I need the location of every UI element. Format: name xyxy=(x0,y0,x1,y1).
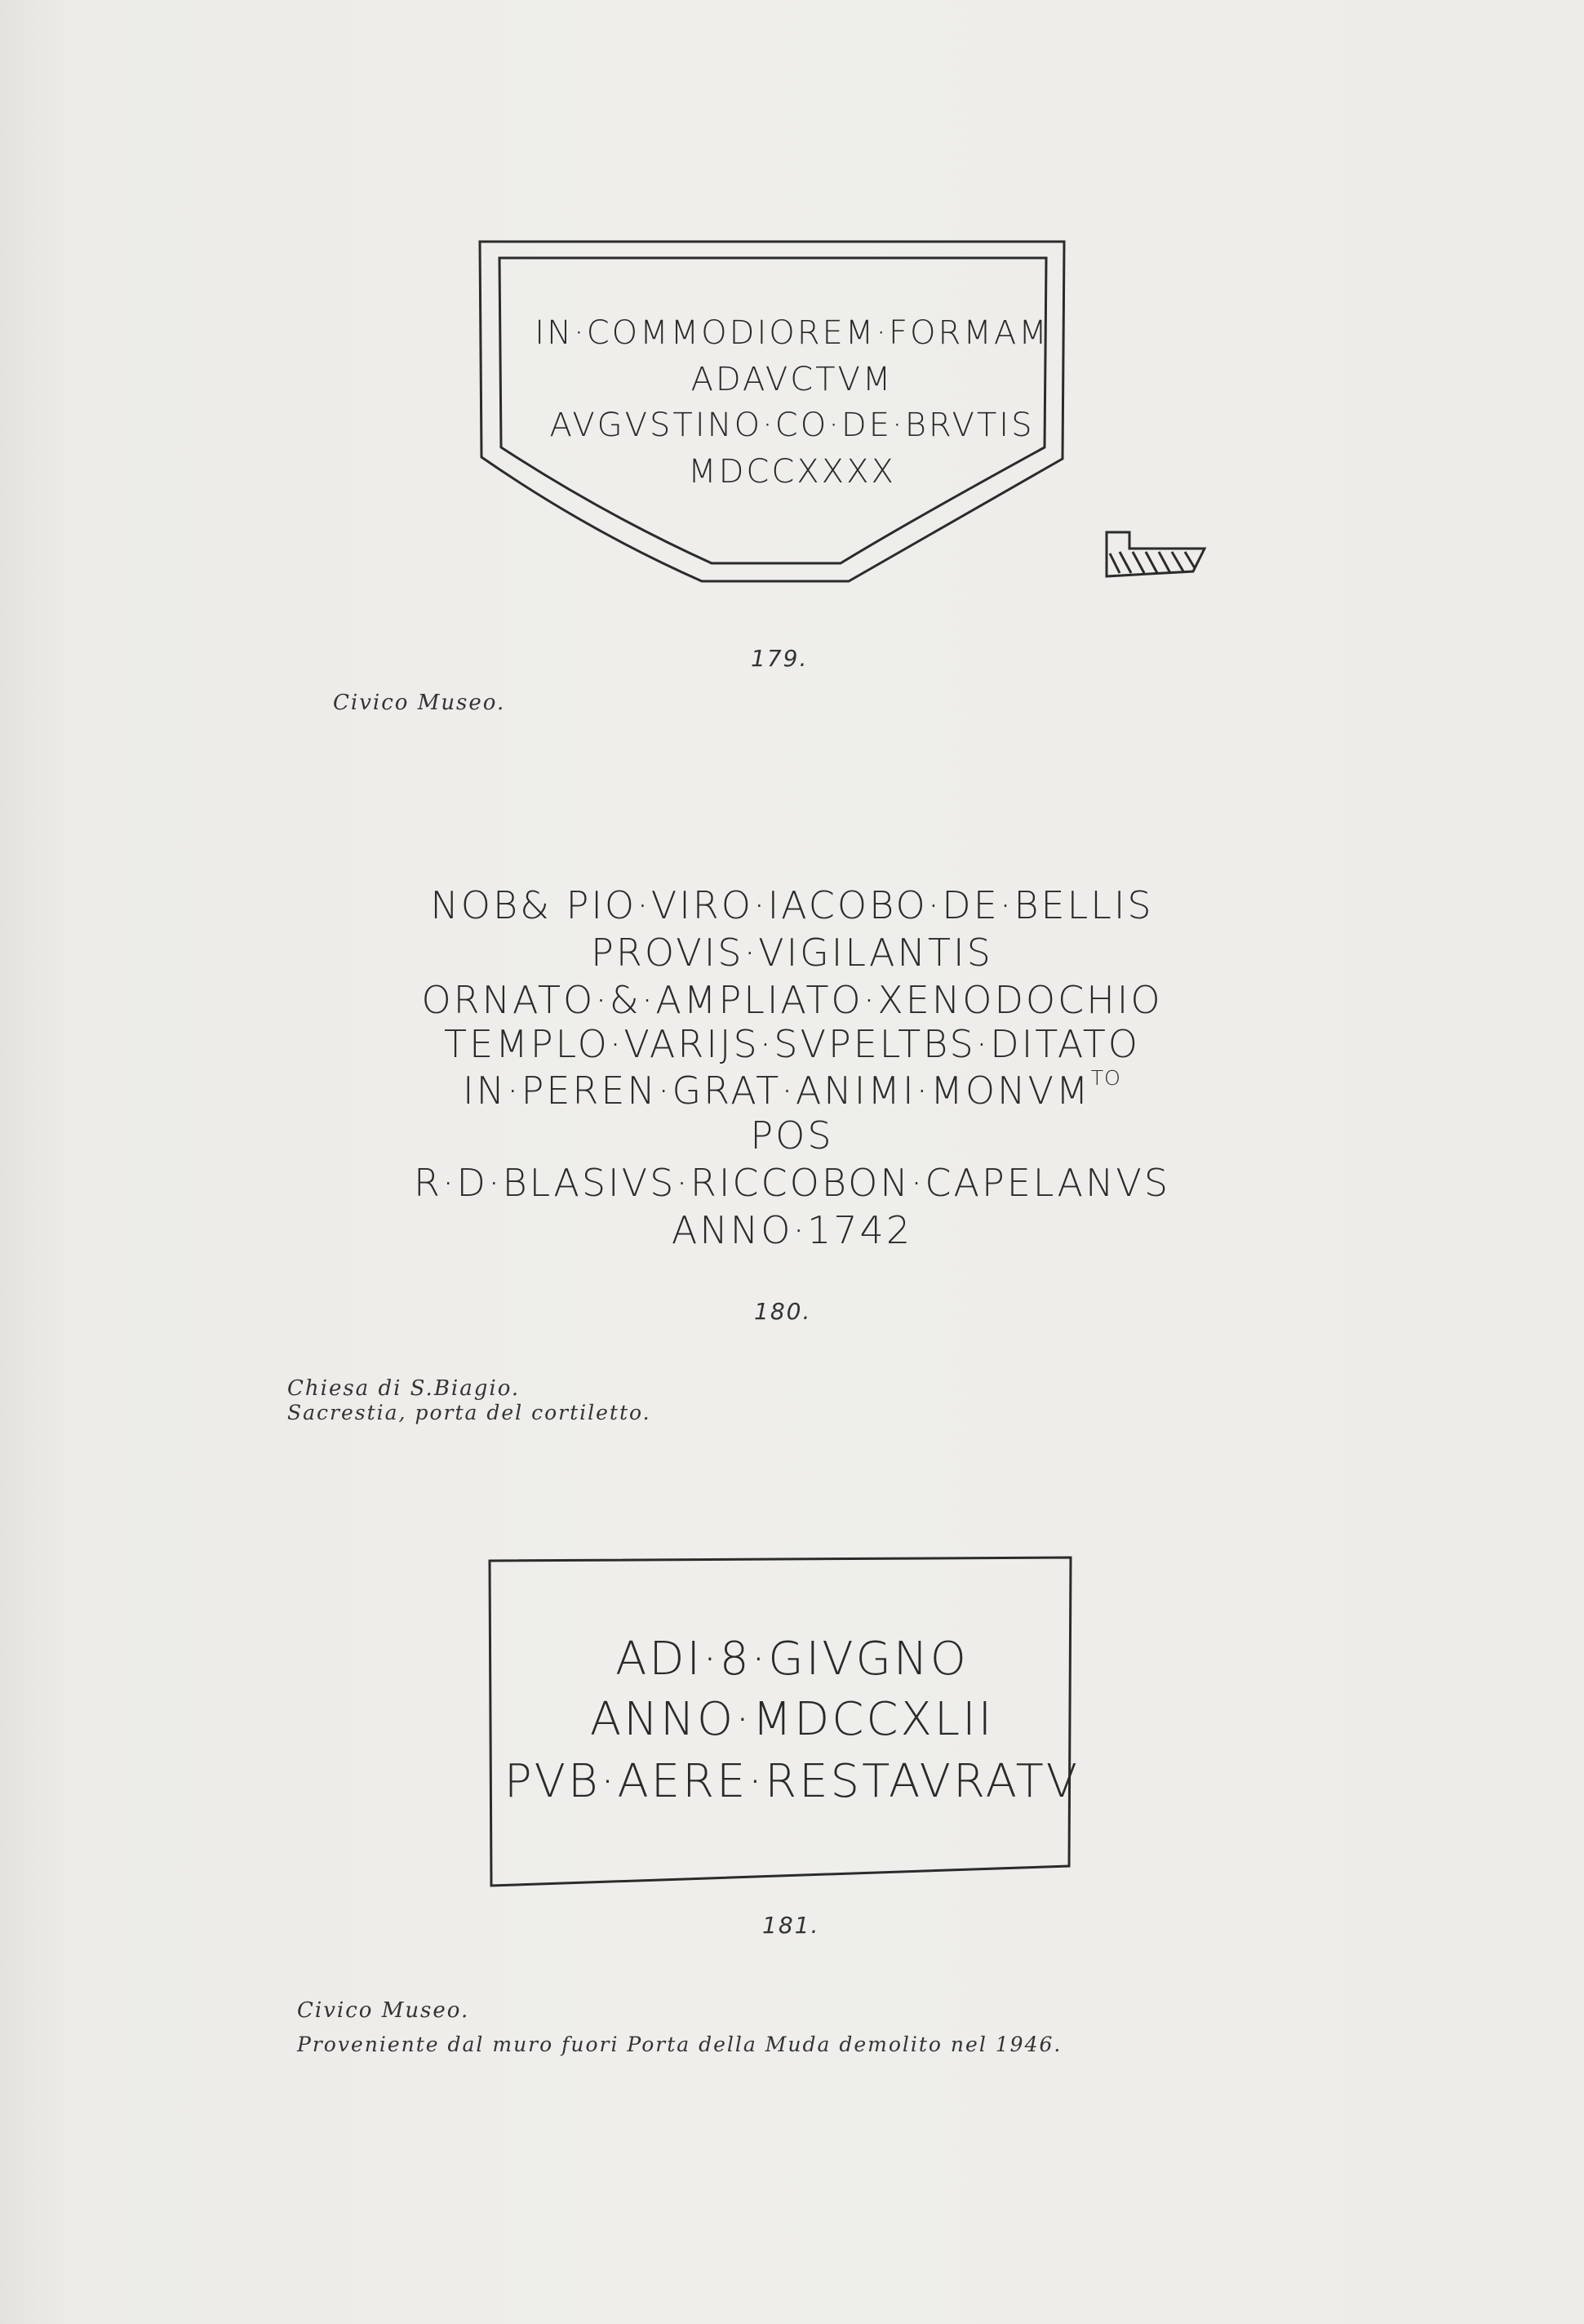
figure-number-180: 180. xyxy=(754,1298,812,1325)
inscription-179-line-3: AVGVSTINO·CO·DE·BRVTIS xyxy=(549,407,1035,444)
inscription-180-line-8: ANNO·1742 xyxy=(671,1208,913,1252)
location-note-180-line-1: Chiesa di S.Biagio. xyxy=(287,1376,521,1401)
inscription-179-line-2: ADAVCTVM xyxy=(690,361,894,398)
inscription-180-line-4: TEMPLO·VARIJS·SVPELTBS·DITATO xyxy=(443,1022,1141,1066)
location-note-181-line-2: Proveniente dal muro fuori Porta della Muda demolito nel 1946. xyxy=(297,2033,1063,2056)
inscription-180-line-6: POS xyxy=(750,1113,834,1158)
inscription-181-line-1: ADI·8·GIVGNO xyxy=(615,1633,969,1686)
inscription-179-line-4: MDCCXXXX xyxy=(688,453,896,491)
location-note-180-line-2: Sacrestia, porta del cortiletto. xyxy=(287,1401,651,1424)
inscription-181-line-2: ANNO·MDCCXLII xyxy=(589,1693,995,1746)
inscription-179-line-1: IN·COMMODIOREM·FORMAM xyxy=(535,314,1049,352)
inscription-180-line-1: NOB& PIO·VIRO·IACOBO·DE·BELLIS xyxy=(430,883,1154,927)
inscription-180-superscript: TO xyxy=(1090,1066,1121,1090)
inscription-181-line-3: PVB·AERE·RESTAVRATV xyxy=(504,1755,1080,1808)
inscription-180-line-3: ORNATO·&·AMPLIATO·XENODOCHIO xyxy=(421,978,1163,1022)
inscription-180-line-5-text: IN·PEREN·GRAT·ANIMI·MONVM xyxy=(463,1068,1091,1113)
inscription-180-line-2: PROVIS·VIGILANTIS xyxy=(591,931,993,975)
location-note-179: Civico Museo. xyxy=(333,691,506,715)
figure-number-179: 179. xyxy=(751,645,809,672)
figure-number-181: 181. xyxy=(762,1912,820,1939)
location-note-181-line-1: Civico Museo. xyxy=(297,1998,470,2023)
inscription-180-line-7: R·D·BLASIVS·RICCOBON·CAPELANVS xyxy=(413,1161,1171,1205)
